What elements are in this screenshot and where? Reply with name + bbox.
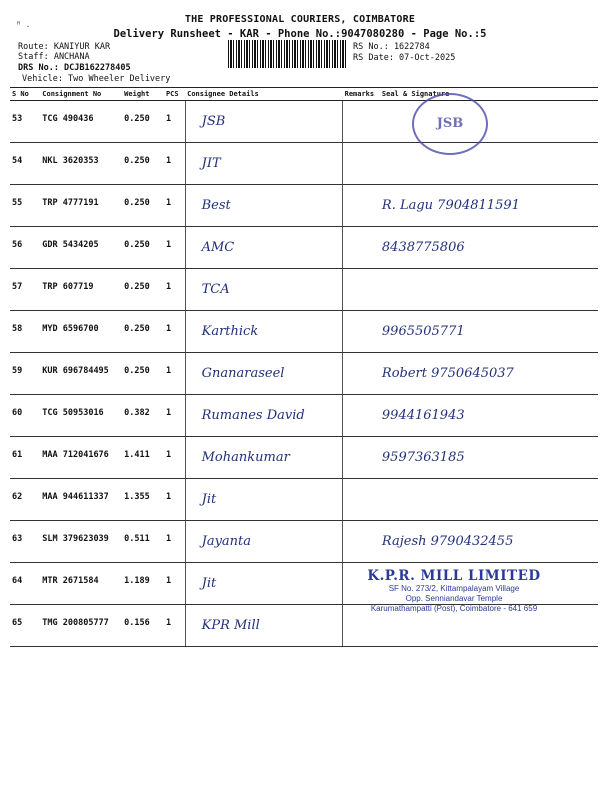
row-sno: 61 [10,437,40,479]
row-consignment: TRP 607719 [40,269,122,311]
row-seal-cell [380,227,598,269]
company-title: THE PROFESSIONAL COURIERS, COIMBATORE [184,14,416,25]
row-consignee: Karthick [201,324,259,339]
row-weight: 0.250 [122,101,164,143]
row-pcs: 1 [164,311,185,353]
row-consignee: TCA [201,282,230,297]
vehicle-label: Vehicle: Two Wheeler Delivery [22,74,171,84]
row-seal: Robert 9750645037 [381,366,514,381]
row-consignment: MTR 2671584 [40,563,122,605]
kpr-stamp-name: K.P.R. MILL LIMITED [367,568,541,584]
rs-number: RS No.: 1622784 [353,42,430,52]
row-weight: 0.250 [122,311,164,353]
row-weight: 0.250 [122,227,164,269]
row-weight: 0.250 [122,143,164,185]
row-consignee: JIT [201,156,221,171]
row-seal-cell [380,437,598,479]
row-sno: 57 [10,269,40,311]
row-consignee-cell [185,479,343,521]
table-row [10,143,598,185]
row-pcs: 1 [164,353,185,395]
row-consignee-cell [185,353,343,395]
row-consignment: MAA 712041676 [40,437,122,479]
row-pcs: 1 [164,269,185,311]
table-row [10,185,598,227]
scan-mark: ꟸ . [16,20,31,29]
row-seal: 9965505771 [381,324,465,339]
row-consignee: KPR Mill [201,618,260,633]
table-row [10,269,598,311]
row-pcs: 1 [164,143,185,185]
row-seal-cell [380,143,598,185]
row-pcs: 1 [164,521,185,563]
row-weight: 0.511 [122,521,164,563]
row-consignee-cell [185,143,343,185]
col-remarks: Remarks [343,88,380,101]
col-weight: Weight [122,88,164,101]
runsheet-title: Delivery Runsheet - KAR - Phone No.:9047080280 - Page No.:5 [113,28,487,40]
row-pcs: 1 [164,101,185,143]
table-header-row [10,88,598,101]
table-row [10,521,598,563]
row-weight: 0.156 [122,605,164,647]
kpr-stamp-line1: SF No. 273/2, Kittampalayam Village [388,584,520,593]
row-consignee: Jit [201,576,217,591]
row-consignee-cell [185,605,343,647]
row-consignment: MYD 6596700 [40,311,122,353]
row-weight: 1.355 [122,479,164,521]
table-row [10,227,598,269]
col-sno: S No [10,88,40,101]
row-consignment: MAA 944611337 [40,479,122,521]
row-consignee-cell [185,437,343,479]
row-consignee: Rumanes David [201,408,305,423]
table-row [10,395,598,437]
row-seal: R. Lagu 7904811591 [381,198,520,213]
row-pcs: 1 [164,227,185,269]
row-consignee: JSB [201,114,226,129]
row-sno: 62 [10,479,40,521]
rs-date: RS Date: 07-Oct-2025 [353,53,456,63]
row-remarks [343,521,380,563]
table-row [10,479,598,521]
row-sno: 55 [10,185,40,227]
rs-info [353,42,455,64]
row-consignment: KUR 696784495 [40,353,122,395]
row-pcs: 1 [164,185,185,227]
row-seal: 9944161943 [381,408,465,423]
row-remarks [343,479,380,521]
row-remarks [343,101,380,143]
runsheet-table [10,87,598,647]
col-seal: Seal & Signature [380,88,598,101]
row-weight: 0.250 [122,269,164,311]
row-consignment: TRP 4777191 [40,185,122,227]
col-consignment: Consignment No [40,88,122,101]
row-consignee-cell [185,395,343,437]
col-pcs: PCS [164,88,185,101]
row-remarks [343,395,380,437]
row-consignee-cell [185,227,343,269]
row-remarks [343,437,380,479]
row-consignee-cell [185,563,343,605]
row-consignee-cell [185,521,343,563]
row-seal: 8438775806 [381,240,465,255]
row-consignee: Mohankumar [201,450,290,465]
table-row [10,311,598,353]
row-consignee-cell [185,311,343,353]
row-sno: 53 [10,101,40,143]
staff-label: Staff: ANCHANA [18,52,90,62]
row-consignment: TCG 490436 [40,101,122,143]
row-sno: 56 [10,227,40,269]
row-consignee: Best [201,198,231,213]
row-pcs: 1 [164,395,185,437]
row-sno: 64 [10,563,40,605]
row-seal-cell [380,395,598,437]
row-weight: 0.250 [122,353,164,395]
row-consignee: AMC [201,240,235,255]
route-label: Route: KANIYUR KAR [18,42,111,52]
kpr-mill-stamp [362,568,546,614]
row-seal: Rajesh 9790432455 [381,534,514,549]
drs-label: DRS No.: DCJB162278405 [18,63,131,73]
row-weight: 1.411 [122,437,164,479]
row-weight: 0.250 [122,185,164,227]
row-consignment: TMG 200805777 [40,605,122,647]
row-pcs: 1 [164,437,185,479]
col-consignee: Consignee Details [185,88,343,101]
row-remarks [343,311,380,353]
row-seal-cell [380,269,598,311]
row-consignment: GDR 5434205 [40,227,122,269]
row-pcs: 1 [164,563,185,605]
row-remarks [343,227,380,269]
row-consignee-cell [185,269,343,311]
row-seal-cell [380,311,598,353]
jsb-seal-stamp: JSB [412,93,488,155]
row-consignee-cell [185,101,343,143]
row-remarks [343,353,380,395]
row-sno: 59 [10,353,40,395]
row-pcs: 1 [164,479,185,521]
row-sno: 65 [10,605,40,647]
row-seal: 9597363185 [381,450,465,465]
row-remarks [343,185,380,227]
row-remarks [343,143,380,185]
row-weight: 1.189 [122,563,164,605]
table-row [10,101,598,143]
row-consignment: NKL 3620353 [40,143,122,185]
table-row [10,437,598,479]
row-consignee: Jit [201,492,217,507]
row-weight: 0.382 [122,395,164,437]
row-sno: 58 [10,311,40,353]
barcode-image [228,40,348,68]
row-seal-cell [380,479,598,521]
row-seal-cell [380,353,598,395]
row-consignment: SLM 379623039 [40,521,122,563]
kpr-stamp-line3: Karumathampatti (Post), Coimbatore - 641 659 [370,604,538,613]
row-seal-cell [380,521,598,563]
row-sno: 63 [10,521,40,563]
row-sno: 54 [10,143,40,185]
row-consignment: TCG 50953016 [40,395,122,437]
row-pcs: 1 [164,605,185,647]
row-consignee-cell [185,185,343,227]
table-row [10,353,598,395]
row-seal-cell [380,185,598,227]
row-consignee: Gnanaraseel [201,366,285,381]
row-remarks [343,269,380,311]
row-sno: 60 [10,395,40,437]
kpr-stamp-line2: Opp. Senniandavar Temple [405,594,503,603]
row-consignee: Jayanta [201,534,252,549]
